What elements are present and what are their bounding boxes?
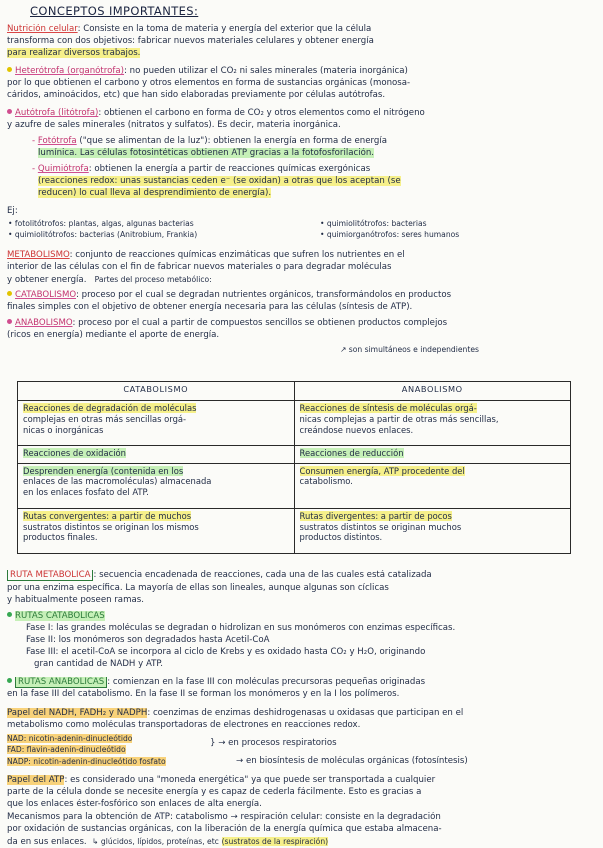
cell-text: Desprenden energía (contenida en los bbox=[23, 465, 184, 476]
nadh-text-1: : coenzimas de enzimas deshidrogenasas u oxidasas que participan en el bbox=[147, 708, 464, 718]
ruta-line-1 bbox=[7, 570, 597, 581]
ruta-text-1: : secuencia encadenada de reacciones, cada una de las cuales está catalizada bbox=[93, 570, 432, 580]
quimiotrofa-text-1: : obtienen la energía a partir de reacciones químicas exergónicas bbox=[88, 164, 371, 174]
heterotrofa-line-1 bbox=[7, 66, 597, 77]
table-cell-ana-4 bbox=[294, 508, 571, 553]
table-cell-ana-2 bbox=[294, 446, 571, 463]
metabolismo-text-3: y obtener energía. bbox=[7, 275, 87, 285]
nad-text: NAD: nicotin-adenin-dinucleótido bbox=[7, 734, 133, 743]
atp-line-3: que los enlaces éster-fosfórico son enlaces de alta energía. bbox=[7, 799, 262, 809]
atp-line-6 bbox=[7, 836, 597, 848]
cell-text: nicas o inorgánicas bbox=[23, 424, 104, 435]
atp-text-6c: (sustratos de la respiración) bbox=[221, 837, 329, 846]
metabolismo-line-3 bbox=[7, 274, 597, 286]
bullet-icon bbox=[7, 291, 12, 296]
table-row bbox=[18, 401, 571, 446]
heterotrofa-line-3: cáridos, aminoácidos, etc) que han sido elaboradas previamente por células autótrofas. bbox=[7, 90, 386, 100]
cell-text: Reacciones de degradación de moléculas bbox=[23, 403, 197, 414]
page-title: CONCEPTOS IMPORTANTES: bbox=[30, 6, 199, 18]
ejemplos-label: Ej: bbox=[7, 206, 18, 216]
nadh-arrow-2-text: en biosíntesis de moléculas orgánicas (fotosíntesis) bbox=[245, 756, 468, 766]
quimiotrofa-text-3: reducen) lo cual lleva al desprendimiento de energía). bbox=[38, 188, 272, 198]
cell-text: Reacciones de reducción bbox=[299, 448, 404, 459]
cell-text: Rutas convergentes: a partir de muchos bbox=[23, 510, 192, 521]
quimiotrofa-line-3 bbox=[38, 188, 597, 199]
cell-text: nicas complejas a partir de otras más sencillas, bbox=[299, 414, 499, 425]
nadh-term: Papel del NADH, FADH₂ y NADPH bbox=[7, 708, 148, 718]
metabolismo-line-2: interior de las células con el fin de fabricar nuevos materiales o para degradar moléculas bbox=[7, 262, 392, 272]
catabolismo-line-1 bbox=[7, 290, 597, 301]
autotrofa-term: Autótrofa (litótrofa) bbox=[15, 108, 99, 118]
rutas-cat-fase-1: Fase I: las grandes moléculas se degradan o hidrolizan en sus monómeros con enzimas específicas. bbox=[26, 623, 456, 633]
table-row bbox=[18, 463, 571, 508]
catabolismo-anabolismo-table bbox=[17, 381, 571, 554]
cell-text: creándose nuevos enlaces. bbox=[299, 424, 414, 435]
ejemplo-1b: • quimiolitótrofos: bacterias bbox=[320, 219, 427, 228]
table-cell-cat-2 bbox=[18, 446, 295, 463]
quimiotrofa-text-2: (reacciones redox: unas sustancias ceden e⁻ (se oxidan) a otras que los aceptan (se bbox=[38, 176, 401, 186]
metabolismo-line-1 bbox=[7, 250, 597, 261]
table-cell-ana-3 bbox=[294, 463, 571, 508]
simultaneos-note-text: son simultáneos e independientes bbox=[348, 345, 479, 354]
nad-def bbox=[7, 733, 207, 744]
bullet-icon bbox=[7, 67, 12, 72]
rutas-cat-fase-2: Fase II: los monómeros son degradados hasta Acetil-CoA bbox=[26, 635, 270, 645]
anabolismo-line-2: (ricos en energía) mediante el aporte de energía. bbox=[7, 330, 220, 340]
ejemplo-1a: • fotolitótrofos: plantas, algas, algunas bacterias bbox=[8, 219, 194, 228]
rutas-cat-heading bbox=[7, 611, 597, 622]
cell-text: Reacciones de oxidación bbox=[23, 448, 126, 459]
cell-text: Rutas divergentes: a partir de pocos bbox=[299, 510, 452, 521]
nadh-line-2: metabolismo como moléculas transportadoras de electrones en reacciones redox. bbox=[7, 720, 361, 730]
ejemplo-2a: • quimiolitótrofos: bacterias (Anitrobium, Frankia) bbox=[8, 230, 198, 239]
anabolismo-line-1 bbox=[7, 318, 597, 329]
quimiotrofa-line-1: - Quimiótrofa: obtienen la energía a partir de reacciones químicas exergónicas bbox=[32, 164, 371, 174]
table-row bbox=[18, 446, 571, 463]
catabolismo-term: CATABOLISMO bbox=[15, 290, 76, 300]
rutas-ana-line-2: en la fase III del catabolismo. En la fase II se forman los monómeros y en la I los polímeros. bbox=[7, 689, 400, 699]
nutricion-text-1: : Consiste en la toma de materia y energía del exterior que la célula bbox=[77, 24, 372, 34]
fad-text: FAD: flavin-adenin-dinucleótido bbox=[7, 745, 126, 754]
cell-text: enlaces de las macromoléculas) almacenada bbox=[23, 476, 212, 487]
fototrofa-text-2: lumínica. Las células fotosintéticas obtienen ATP gracias a la fotofosforilación. bbox=[38, 148, 375, 158]
simultaneos-note bbox=[340, 344, 597, 355]
nadh-arrow-1 bbox=[210, 738, 597, 749]
autotrofa-line-1 bbox=[7, 108, 597, 119]
ejemplo-2b: • quimiorganótrofos: seres humanos bbox=[320, 230, 460, 239]
arrow-icon: } → bbox=[210, 738, 229, 748]
ruta-term: RUTA METABÓLICA bbox=[7, 570, 93, 581]
heterotrofa-term: Heterótrofa (organótrofa) bbox=[15, 66, 125, 76]
heterotrofa-text-1: : no pueden utilizar el CO₂ ni sales minerales (materia inorgánica) bbox=[124, 66, 408, 76]
atp-text-6b: ↳ glúcidos, lípidos, proteínas, etc bbox=[92, 837, 219, 846]
ruta-line-3: y habitualmente poseen ramas. bbox=[7, 595, 144, 605]
ruta-line-2: por una enzima específica. La mayoría de ellas son lineales, aunque algunas son cíclicas bbox=[7, 583, 389, 593]
autotrofa-line-2: y azufre de sales minerales (nitratos y sulfatos). Es decir, materia inorgánica. bbox=[7, 120, 341, 130]
cell-text: productos distintos. bbox=[299, 532, 383, 543]
rutas-cat-fase-3: Fase III: el acetil-CoA se incorpora al ciclo de Krebs y es oxidado hasta CO₂ y H₂O, originando bbox=[26, 647, 426, 657]
atp-line-1 bbox=[7, 775, 597, 786]
cell-text: catabolismo. bbox=[299, 476, 353, 487]
table-header-anabolismo: ANABOLISMO bbox=[294, 382, 571, 401]
catabolismo-line-2: finales simples con el objetivo de obtener energía necesaria para las células (síntesis de ATP). bbox=[7, 302, 413, 312]
table-header-row bbox=[18, 382, 571, 401]
nutricion-line-2: transforma con dos objetivos: fabricar nuevos materiales celulares y obtener energía bbox=[7, 36, 374, 46]
atp-term: Papel del ATP bbox=[7, 775, 65, 785]
table-cell-cat-4 bbox=[18, 508, 295, 553]
table-header-catabolismo: CATABOLISMO bbox=[18, 382, 295, 401]
bullet-icon bbox=[7, 319, 12, 324]
bullet-icon bbox=[7, 612, 12, 617]
cell-text: Consumen energía, ATP procedente del bbox=[299, 465, 465, 476]
table-row bbox=[18, 508, 571, 553]
catabolismo-text-1: : proceso por el cual se degradan nutrientes orgánicos, transformándolos en productos bbox=[76, 290, 452, 300]
atp-text-1: : es considerado una "moneda energética" ya que puede ser transportada a cualquier bbox=[64, 775, 436, 785]
atp-line-4: Mecanismos para la obtención de ATP: catabolismo → respiración celular: consiste en la degradación bbox=[7, 812, 441, 822]
rutas-cat-term: RUTAS CATABÓLICAS bbox=[15, 611, 105, 621]
quimiotrofa-line-2 bbox=[38, 176, 597, 187]
nutricion-line-3 bbox=[7, 48, 597, 59]
rutas-ana-text-1: : comienzan en la fase III con moléculas precursoras pequeñas originadas bbox=[107, 677, 426, 687]
autotrofa-text-1: : obtienen el carbono en forma de CO₂ y otros elementos como el nitrógeno bbox=[98, 108, 425, 118]
quimiotrofa-term: Quimiótrofa bbox=[37, 164, 89, 174]
nutricion-line-1 bbox=[7, 24, 597, 35]
nadh-arrow-1-text: en procesos respiratorios bbox=[228, 738, 337, 748]
nadh-line-1 bbox=[7, 708, 597, 719]
cell-text: Reacciones de síntesis de moléculas orgá- bbox=[299, 403, 477, 414]
fototrofa-line-2 bbox=[38, 148, 597, 159]
atp-text-6: da en sus enlaces. bbox=[7, 837, 87, 847]
table-cell-ana-1 bbox=[294, 401, 571, 446]
nadh-arrow-2 bbox=[236, 756, 597, 767]
fototrofa-term: Fotótrofa bbox=[37, 136, 77, 146]
metabolismo-term: METABOLISMO bbox=[7, 250, 70, 260]
rutas-ana-term: RUTAS ANABÓLICAS bbox=[15, 677, 107, 688]
fototrofa-line-1: - Fotótrofa ("que se alimentan de la luz"): obtienen la energía en forma de energía bbox=[32, 136, 387, 146]
nadp-text: NADP: nicotin-adenin-dinucleótido fosfato bbox=[7, 757, 166, 766]
anabolismo-term: ANABOLISMO bbox=[15, 318, 73, 328]
rutas-ana-line-1 bbox=[7, 677, 597, 688]
arrow-icon: ↗ bbox=[340, 345, 349, 354]
atp-line-5: por oxidación de sustancias orgánicas, con la liberación de la energía química que estaba almacena- bbox=[7, 824, 442, 834]
nutricion-term: Nutrición celular bbox=[7, 24, 78, 34]
atp-line-2: parte de la célula donde se necesite energía y es capaz de cederla fácilmente. Esto es gracias a bbox=[7, 787, 422, 797]
table-cell-cat-1 bbox=[18, 401, 295, 446]
metabolismo-text-1: : conjunto de reacciones químicas enzimáticas que sufren los nutrientes en el bbox=[69, 250, 405, 260]
nadp-def bbox=[7, 756, 237, 767]
cell-text: en los enlaces fosfato del ATP. bbox=[23, 487, 149, 498]
table-cell-cat-3 bbox=[18, 463, 295, 508]
bullet-icon bbox=[7, 109, 12, 114]
cell-text: complejas en otras más sencillas orgá- bbox=[23, 414, 187, 425]
heterotrofa-line-2: por lo que obtienen el carbono y otros elementos en forma de sustancias orgánicas (monosa- bbox=[7, 78, 411, 88]
nutricion-text-3: para realizar diversos trabajos. bbox=[7, 48, 141, 58]
cell-text: productos finales. bbox=[23, 532, 98, 543]
fototrofa-text-1: ("que se alimentan de la luz"): obtienen la energía en forma de energía bbox=[76, 136, 387, 146]
arrow-icon: → bbox=[236, 756, 246, 766]
cell-text: sustratos distintos se originan muchos bbox=[299, 521, 462, 532]
rutas-cat-fase-3b: gran cantidad de NADH y ATP. bbox=[34, 659, 163, 669]
bullet-icon bbox=[7, 678, 12, 683]
cell-text: sustratos distintos se originan los mismos bbox=[23, 521, 199, 532]
metabolismo-parts-label: Partes del proceso metabólico: bbox=[94, 275, 212, 284]
anabolismo-text-1: : proceso por el cual a partir de compuestos sencillos se obtienen productos complejos bbox=[72, 318, 448, 328]
fad-def bbox=[7, 744, 207, 755]
